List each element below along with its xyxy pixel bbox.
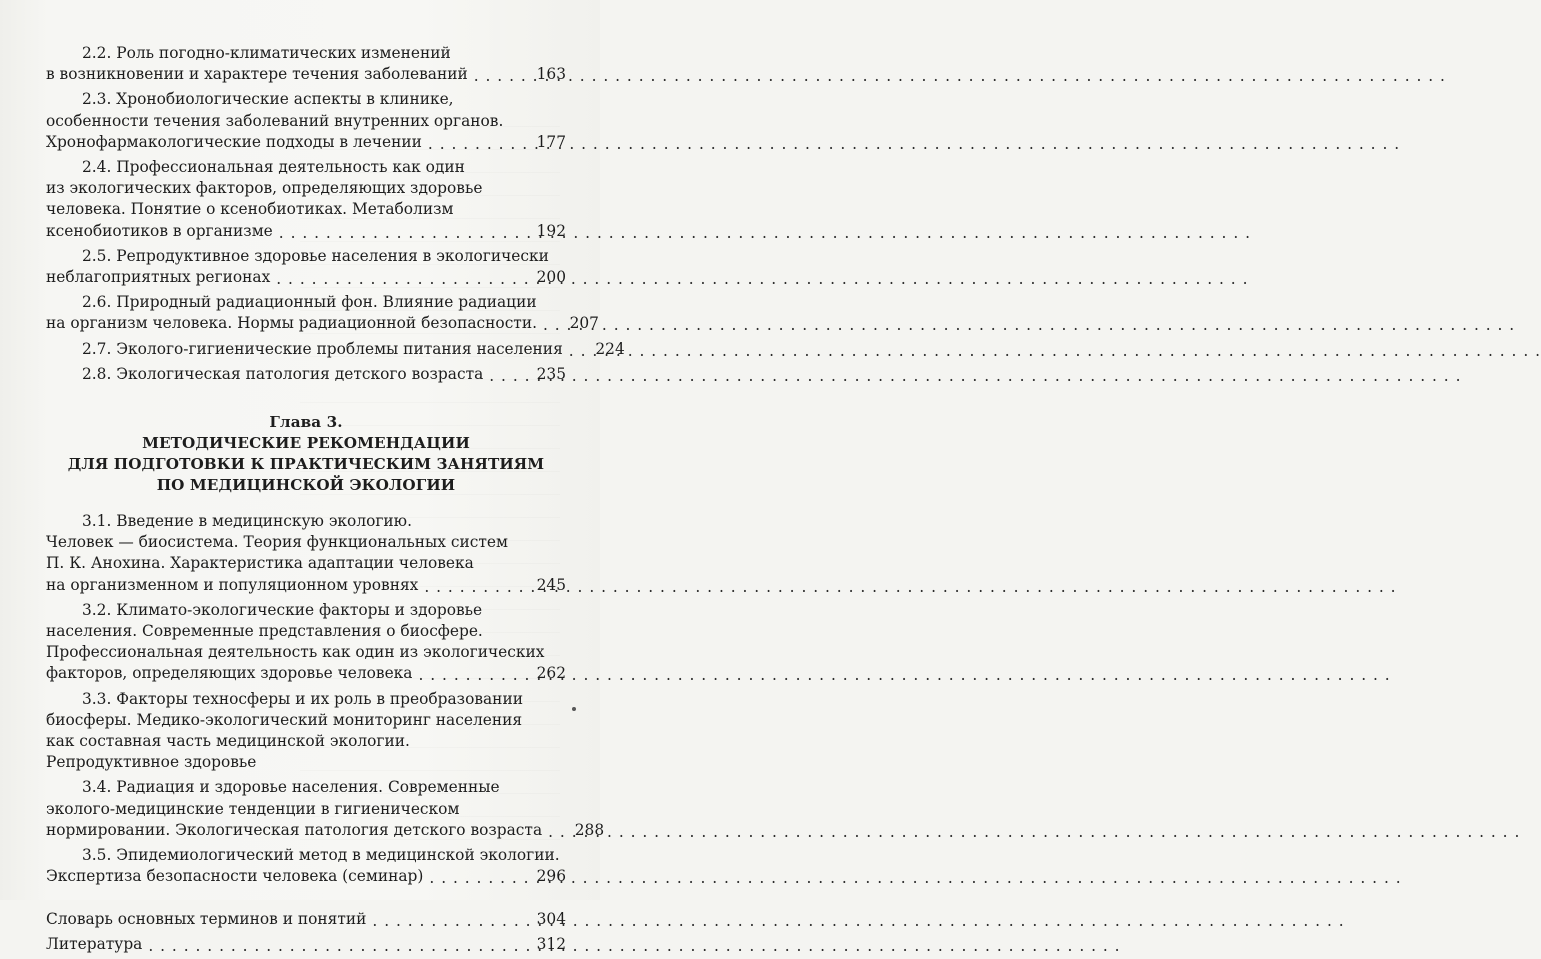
toc-section-appendices — [46, 909, 566, 955]
toc-page-number: 235 — [536, 364, 566, 383]
toc-entry-last-line — [46, 132, 566, 153]
toc-page-number: 177 — [536, 132, 566, 151]
toc-entry — [46, 246, 566, 288]
toc-entry-last-line — [46, 339, 625, 360]
toc-entry-line: 3.5. Эпидемиологический метод в медицинской экологии. — [82, 846, 560, 865]
toc-entry-last-line — [46, 221, 566, 242]
toc-entry — [46, 909, 566, 930]
toc-entry — [46, 777, 605, 841]
toc-entry — [46, 511, 566, 596]
toc-entry-last-line — [46, 313, 599, 334]
dot-leader — [548, 822, 566, 837]
toc-entry-line: Человек — биосистема. Теория функциональных систем — [46, 533, 508, 552]
dot-leader — [543, 315, 561, 330]
page-mark-dot — [572, 707, 576, 711]
toc-page-number: 200 — [536, 268, 566, 287]
chapter-heading-line: МЕТОДИЧЕСКИЕ РЕКОМЕНДАЦИИ — [142, 434, 470, 453]
toc-entry — [46, 339, 625, 360]
toc-entry — [46, 934, 566, 955]
toc-entry — [46, 845, 566, 887]
toc-page-number: 312 — [536, 934, 566, 953]
toc-page-number: 163 — [536, 65, 566, 84]
dot-leader — [429, 868, 528, 883]
section-spacer — [46, 892, 566, 909]
toc-entry-line: Экспертиза безопасности человека (семинар) — [46, 867, 424, 886]
toc-entry-line: 3.2. Климато-экологические факторы и здоровье — [82, 600, 483, 619]
toc-entry-line: эколого-медицинские тенденции в гигиеническом — [46, 799, 460, 818]
toc-page-number: 262 — [536, 664, 566, 683]
toc-entry-line: нормировании. Экологическая патология детского возраста — [46, 820, 543, 839]
toc-entry-line: 2.5. Репродуктивное здоровье населения в экологически — [82, 246, 549, 265]
toc-entry-line: на организменном и популяционном уровнях — [46, 575, 419, 594]
toc-page-number: 245 — [536, 575, 566, 594]
toc-entry-line: населения. Современные представления о биосфере. — [46, 622, 483, 641]
toc-page-number: 288 — [574, 820, 605, 839]
toc-entry-line: особенности течения заболеваний внутренних органов. — [46, 111, 504, 130]
dot-leader — [148, 936, 528, 951]
toc-page-number: 192 — [536, 221, 566, 240]
toc-entry-line: 2.2. Роль погодно-климатических изменений — [82, 44, 451, 62]
toc-entry-last-line — [46, 820, 605, 841]
toc-entry-line: Репродуктивное здоровье — [46, 753, 257, 772]
toc-entry-line: биосферы. Медико-экологический мониторинг населения — [46, 710, 523, 729]
chapter-heading-line: ДЛЯ ПОДГОТОВКИ К ПРАКТИЧЕСКИМ ЗАНЯТИЯМ — [67, 455, 545, 474]
dot-leader — [474, 66, 528, 81]
toc-entry-line: 2.6. Природный радиационный фон. Влияние радиации — [82, 293, 537, 312]
chapter-heading — [46, 412, 566, 496]
toc-entry-line: как составная часть медицинской экологии. — [46, 732, 410, 751]
toc-entry-line: 3.1. Введение в медицинскую экологию. — [82, 512, 412, 531]
toc-entry-last-line — [46, 267, 566, 288]
toc-entry-last-line — [46, 934, 566, 955]
toc-entry-last-line — [46, 364, 566, 385]
dot-leader — [428, 134, 528, 149]
toc-page-number: 304 — [536, 909, 566, 928]
dot-leader — [279, 223, 528, 238]
toc-entry-line: 3.3. Факторы техносферы и их роль в преобразовании — [82, 689, 523, 708]
toc-section-chapter-3 — [46, 511, 605, 887]
toc-entry — [46, 89, 566, 153]
toc-entry-last-line — [46, 575, 566, 596]
toc-entry-line: Словарь основных терминов и понятий — [46, 909, 367, 928]
toc-entry — [46, 600, 566, 685]
toc-entry-line: неблагоприятных регионах — [46, 268, 271, 287]
toc-entry — [46, 43, 566, 85]
toc-entry-line: П. К. Анохина. Характеристика адаптации человека — [46, 554, 474, 573]
toc-entry-line: Профессиональная деятельность как один из экологических — [46, 643, 545, 662]
toc-entry-line: 2.7. Эколого-гигиенические проблемы питания населения — [82, 339, 563, 358]
toc-entry-line: 2.4. Профессиональная деятельность как один — [82, 158, 465, 177]
toc-entry — [46, 689, 566, 774]
dot-leader — [489, 366, 528, 381]
toc-page-number: 224 — [595, 339, 625, 358]
toc-entry — [46, 364, 566, 385]
toc-entry-line: на организм человека. Нормы радиационной безопасности. — [46, 314, 537, 333]
toc-section-chapter-2 — [46, 43, 625, 385]
toc-entry-line: Литература — [46, 934, 143, 953]
toc-entry-line: 2.8. Экологическая патология детского возраста — [82, 364, 484, 383]
chapter-heading-line: Глава 3. — [269, 413, 343, 432]
toc-page-number: 207 — [569, 314, 599, 333]
toc-entry-last-line — [46, 663, 566, 684]
toc-entry — [46, 157, 566, 242]
toc-entry-line: ксенобиотиков в организме — [46, 221, 273, 240]
dot-leader — [569, 341, 587, 356]
table-of-contents — [46, 43, 625, 959]
chapter-heading-line: ПО МЕДИЦИНСКОЙ ЭКОЛОГИИ — [156, 476, 456, 495]
dot-leader — [372, 911, 528, 926]
dot-leader — [418, 665, 528, 680]
dot-leader — [424, 577, 528, 592]
toc-entry-line: из экологических факторов, определяющих здоровье — [46, 179, 483, 198]
toc-entry-line: Хронофармакологические подходы в лечении — [46, 132, 422, 151]
toc-entry-line: 2.3. Хронобиологические аспекты в клинике, — [82, 90, 454, 109]
toc-entry-line: факторов, определяющих здоровье человека — [46, 664, 413, 683]
toc-entry — [46, 292, 599, 334]
book-page — [0, 0, 625, 953]
toc-entry-last-line — [46, 64, 566, 85]
toc-entry-last-line — [46, 866, 566, 887]
toc-page-number: 296 — [536, 867, 566, 886]
toc-entry-last-line — [46, 909, 566, 930]
toc-entry-line: в возникновении и характере течения заболеваний — [46, 65, 468, 84]
toc-entry-line: 3.4. Радиация и здоровье населения. Современные — [82, 778, 500, 797]
dot-leader — [276, 269, 528, 284]
toc-entry-line: человека. Понятие о ксенобиотиках. Метаболизм — [46, 200, 454, 219]
